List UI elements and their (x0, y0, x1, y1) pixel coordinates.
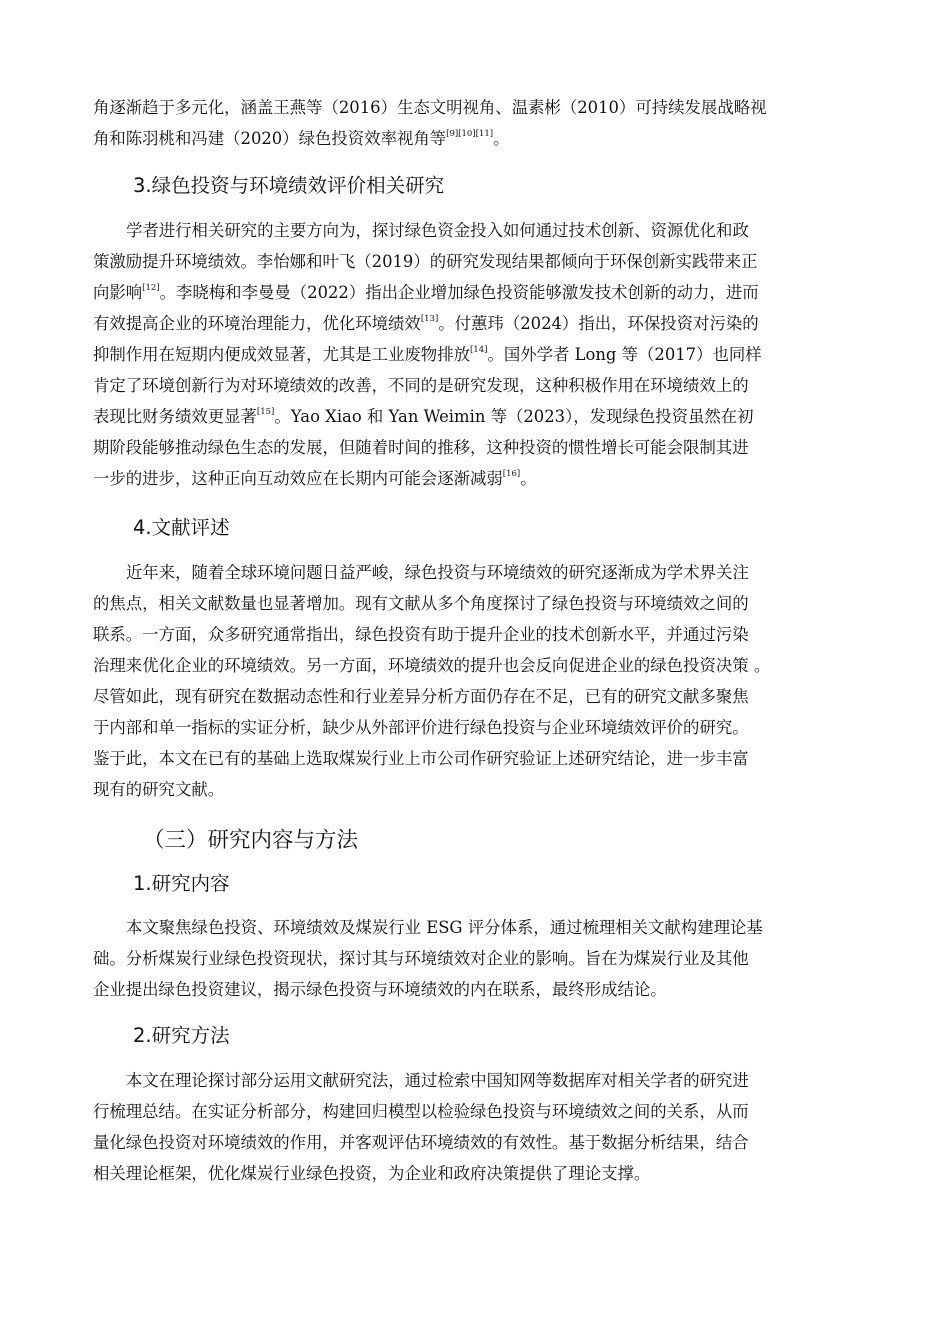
text-line: 本文聚焦绿色投资、环境绩效及煤炭行业 ESG 评分体系，通过梳理相关文献构建理论基 (126, 918, 763, 937)
subsection-heading-2: 2.研究方法 (133, 1024, 230, 1047)
text-line: 肯定了环境创新行为对环境绩效的改善，不同的是研究发现，这种积极作用在环境绩效上的 (93, 376, 749, 395)
text-line: 角逐渐趋于多元化，涵盖王燕等（2016）生态文明视角、温素彬（2010）可持续发展战略视 (93, 98, 767, 117)
section4-paragraph (93, 557, 860, 805)
text-segment: 。Yao Xiao 和 Yan Weimin 等（2023），发现绿色投资虽然在初 (274, 407, 754, 426)
text-line: 学者进行相关研究的主要方向为，探讨绿色资金投入如何通过技术创新、资源优化和政 (126, 221, 749, 240)
section-heading-3: 3.绿色投资与环境绩效评价相关研究 (133, 174, 445, 197)
sub1-paragraph (93, 912, 860, 1005)
text-line (93, 463, 860, 494)
citation: [16] (502, 469, 521, 479)
text-line: 治理来优化企业的环境绩效。另一方面，环境绩效的提升也会反向促进企业的绿色投资决策 。 (93, 656, 771, 675)
text-segment: 。 (493, 129, 510, 148)
citation: [15] (256, 407, 275, 417)
citation: [13] (420, 314, 439, 324)
text-line (93, 123, 860, 154)
text-line (93, 339, 860, 370)
text-line: 企业提出绿色投资建议，揭示绿色投资与环境绩效的内在联系，最终形成结论。 (93, 980, 667, 999)
text-line (93, 401, 860, 432)
text-line: 近年来，随着全球环境问题日益严峻，绿色投资与环境绩效的研究逐渐成为学术界关注 (126, 563, 749, 582)
text-line: 行梳理总结。在实证分析部分，构建回归模型以检验绿色投资与环境绩效之间的关系，从而 (93, 1102, 749, 1121)
text-line: 鉴于此，本文在已有的基础上选取煤炭行业上市公司作研究验证上述研究结论，进一步丰富 (93, 749, 749, 768)
text-line: 础。分析煤炭行业绿色投资现状，探讨其与环境绩效对企业的影响。旨在为煤炭行业及其他 (93, 949, 749, 968)
citation: [9][10][11] (446, 129, 494, 139)
text-line: 联系。一方面，众多研究通常指出，绿色投资有助于提升企业的技术创新水平，并通过污染 (93, 625, 749, 644)
text-line: 量化绿色投资对环境绩效的作用，并客观评估环境绩效的有效性。基于数据分析结果，结合 (93, 1133, 749, 1152)
text-segment: 角和陈羽桃和冯建（2020）绿色投资效率视角等 (93, 129, 447, 148)
citation: [14] (469, 345, 488, 355)
text-line (93, 308, 860, 339)
section3-paragraph (93, 215, 860, 494)
text-line: 期阶段能够推动绿色生态的发展，但随着时间的推移，这种投资的惯性增长可能会限制其进 (93, 438, 749, 457)
text-segment: 。付蕙玮（2024）指出，环保投资对污染的 (438, 314, 759, 333)
sub2-paragraph (93, 1065, 860, 1189)
subsection-heading-1: 1.研究内容 (133, 872, 230, 895)
text-segment: 抑制作用在短期内便成效显著，尤其是工业废物排放 (93, 345, 470, 364)
text-line: 的焦点，相关文献数量也显著增加。现有文献从多个角度探讨了绿色投资与环境绩效之间的 (93, 594, 749, 613)
text-line: 尽管如此，现有研究在数据动态性和行业差异分析方面仍存在不足，已有的研究文献多聚焦 (93, 687, 749, 706)
text-segment: 向影响 (93, 283, 143, 302)
citation: [12] (142, 283, 160, 293)
text-segment: 一步的进步，这种正向互动效应在长期内可能会逐渐减弱 (93, 469, 503, 488)
section-heading-4: 4.文献评述 (133, 516, 230, 539)
text-segment: 。 (520, 469, 537, 488)
text-line (93, 277, 860, 308)
text-segment: 表现比财务绩效更显著 (93, 407, 257, 426)
text-line: 相关理论框架，优化煤炭行业绿色投资，为企业和政府决策提供了理论支撑。 (93, 1164, 651, 1183)
text-segment: 。国外学者 Long 等（2017）也同样 (487, 345, 762, 364)
text-segment: 有效提高企业的环境治理能力，优化环境绩效 (93, 314, 421, 333)
text-line: 现有的研究文献。 (93, 780, 225, 799)
text-segment: 。李晓梅和李曼曼（2022）指出企业增加绿色投资能够激发技术创新的动力，进而 (159, 283, 759, 302)
text-line: 本文在理论探讨部分运用文献研究法，通过检索中国知网等数据库对相关学者的研究进 (126, 1071, 749, 1090)
text-line: 策激励提升环境绩效。李怡娜和叶飞（2019）的研究发现结果都倾向于环保创新实践带来正 (93, 252, 758, 271)
intro-paragraph (93, 92, 860, 154)
text-line: 于内部和单一指标的实证分析，缺少从外部评价进行绿色投资与企业环境绩效评价的研究。 (93, 718, 749, 737)
part-heading: （三）研究内容与方法 (143, 828, 359, 853)
